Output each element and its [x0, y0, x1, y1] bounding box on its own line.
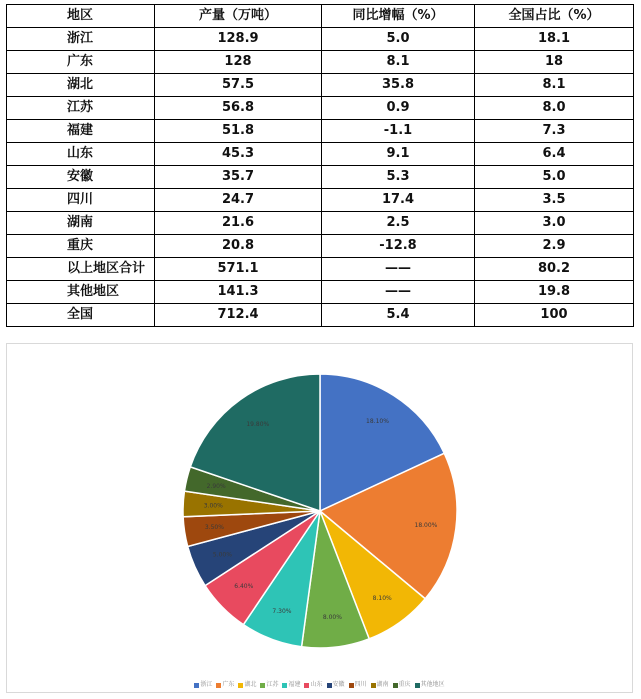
legend-swatch [282, 683, 287, 688]
table-row [7, 120, 634, 143]
table-row [7, 28, 634, 51]
legend-label: 山东 [310, 681, 323, 688]
chart-legend [7, 681, 632, 690]
legend-swatch [327, 683, 332, 688]
legend-item [304, 681, 322, 690]
pie-data-label: 18.00% [414, 521, 438, 529]
cell-output: 24.7 [155, 189, 322, 212]
cell-growth: 35.8 [322, 74, 475, 97]
cell-output: 712.4 [155, 304, 322, 327]
legend-label: 重庆 [398, 681, 411, 688]
header-growth: 同比增幅（%） [322, 5, 475, 28]
cell-growth: -1.1 [322, 120, 475, 143]
cell-growth: -12.8 [322, 235, 475, 258]
cell-output: 128 [155, 51, 322, 74]
cell-share: 19.8 [475, 281, 634, 304]
cell-growth: 5.4 [322, 304, 475, 327]
table-row [7, 189, 634, 212]
pie-data-label: 5.00% [212, 551, 232, 559]
cell-region: 其他地区 [7, 281, 155, 304]
cell-growth: 5.3 [322, 166, 475, 189]
legend-swatch [238, 683, 243, 688]
cell-share: 18 [475, 51, 634, 74]
pie-chart [6, 343, 633, 693]
legend-item [415, 681, 445, 690]
legend-swatch [216, 683, 221, 688]
cell-share: 18.1 [475, 28, 634, 51]
legend-swatch [349, 683, 354, 688]
legend-label: 其他地区 [420, 681, 445, 688]
legend-item [327, 681, 345, 690]
legend-label: 湖北 [244, 681, 257, 688]
pie-data-label: 3.00% [203, 502, 223, 510]
cell-growth: 8.1 [322, 51, 475, 74]
legend-swatch [260, 683, 265, 688]
cell-region: 全国 [7, 304, 155, 327]
legend-label: 江苏 [266, 681, 279, 688]
cell-share: 8.1 [475, 74, 634, 97]
cell-region: 福建 [7, 120, 155, 143]
legend-item [194, 681, 212, 690]
table-row [7, 235, 634, 258]
cell-share: 3.0 [475, 212, 634, 235]
cell-region: 重庆 [7, 235, 155, 258]
cell-region: 以上地区合计 [7, 258, 155, 281]
cell-region: 江苏 [7, 97, 155, 120]
cell-region: 浙江 [7, 28, 155, 51]
cell-region: 安徽 [7, 166, 155, 189]
table-header-row [7, 5, 634, 28]
cell-growth: —— [322, 258, 475, 281]
cell-region: 广东 [7, 51, 155, 74]
pie-data-label: 3.50% [204, 524, 224, 532]
legend-swatch [393, 683, 398, 688]
cell-share: 100 [475, 304, 634, 327]
cell-region: 山东 [7, 143, 155, 166]
cell-share: 6.4 [475, 143, 634, 166]
pie-data-label: 2.90% [206, 482, 226, 490]
legend-item [282, 681, 300, 690]
table-row [7, 304, 634, 327]
legend-item [238, 681, 256, 690]
cell-region: 湖北 [7, 74, 155, 97]
legend-swatch [304, 683, 309, 688]
cell-output: 128.9 [155, 28, 322, 51]
pie-data-label: 18.10% [366, 417, 389, 425]
header-share: 全国占比（%） [475, 5, 634, 28]
cell-share: 80.2 [475, 258, 634, 281]
legend-item [216, 681, 234, 690]
cell-growth: 17.4 [322, 189, 475, 212]
legend-label: 湖南 [376, 681, 389, 688]
cell-output: 20.8 [155, 235, 322, 258]
legend-swatch [371, 683, 376, 688]
cell-share: 2.9 [475, 235, 634, 258]
legend-swatch [194, 683, 199, 688]
cell-region: 四川 [7, 189, 155, 212]
cell-output: 56.8 [155, 97, 322, 120]
legend-item [371, 681, 389, 690]
cell-growth: —— [322, 281, 475, 304]
pie-data-label: 8.10% [372, 594, 392, 602]
cell-growth: 2.5 [322, 212, 475, 235]
cell-share: 7.3 [475, 120, 634, 143]
cell-output: 21.6 [155, 212, 322, 235]
pie-data-label: 8.00% [322, 614, 342, 622]
legend-label: 安徽 [332, 681, 345, 688]
legend-item [349, 681, 367, 690]
cell-output: 57.5 [155, 74, 322, 97]
pie-chart-svg [7, 344, 634, 694]
cell-output: 35.7 [155, 166, 322, 189]
legend-label: 广东 [222, 681, 235, 688]
pie-data-label: 6.40% [234, 582, 254, 590]
table-row [7, 51, 634, 74]
pie-data-label: 7.30% [272, 607, 292, 615]
cell-output: 51.8 [155, 120, 322, 143]
table-row [7, 212, 634, 235]
header-output: 产量（万吨） [155, 5, 322, 28]
cell-output: 141.3 [155, 281, 322, 304]
legend-swatch [415, 683, 420, 688]
cell-growth: 5.0 [322, 28, 475, 51]
cell-share: 5.0 [475, 166, 634, 189]
legend-item [393, 681, 411, 690]
legend-label: 四川 [354, 681, 367, 688]
pie-data-label: 19.80% [246, 421, 270, 429]
table-row [7, 143, 634, 166]
legend-item [260, 681, 278, 690]
table-row [7, 97, 634, 120]
cell-share: 8.0 [475, 97, 634, 120]
cell-growth: 0.9 [322, 97, 475, 120]
header-region: 地区 [7, 5, 155, 28]
legend-label: 浙江 [200, 681, 213, 688]
cell-region: 湖南 [7, 212, 155, 235]
legend-label: 福建 [288, 681, 301, 688]
cell-share: 3.5 [475, 189, 634, 212]
cell-output: 571.1 [155, 258, 322, 281]
production-table [6, 4, 634, 327]
cell-output: 45.3 [155, 143, 322, 166]
cell-growth: 9.1 [322, 143, 475, 166]
table-row [7, 281, 634, 304]
table-row [7, 258, 634, 281]
table-row [7, 166, 634, 189]
table-row [7, 74, 634, 97]
